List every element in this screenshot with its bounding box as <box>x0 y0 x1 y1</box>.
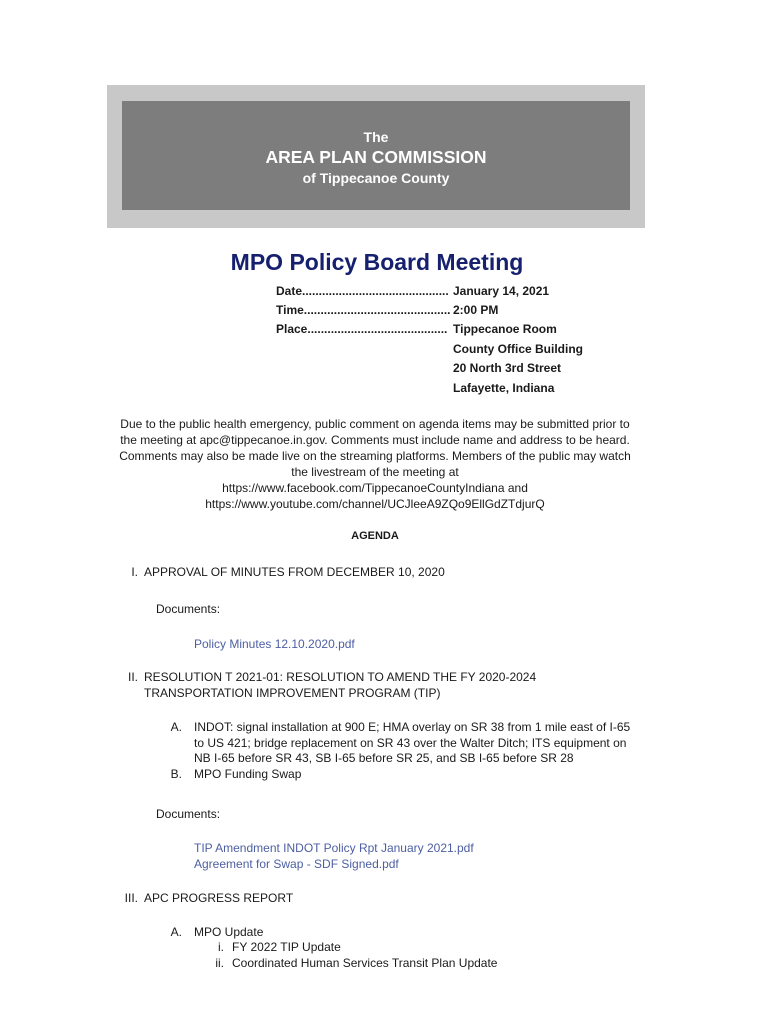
item-title: RESOLUTION T 2021-01: RESOLUTION TO AMEND THE FY 2020-2024 <box>144 670 537 684</box>
detail-value: Lafayette, Indiana <box>453 381 555 395</box>
notice-line: the meeting at apc@tippecanoe.in.gov. Comments must include name and address to be heard. <box>120 433 630 447</box>
subitem-letter: A. <box>170 925 182 939</box>
detail-label: Time............................................ <box>276 303 451 317</box>
agenda-heading: AGENDA <box>351 530 399 542</box>
item-title: TRANSPORTATION IMPROVEMENT PROGRAM (TIP) <box>144 686 441 700</box>
subitem-text: MPO Funding Swap <box>194 767 302 781</box>
banner-the: The <box>363 129 389 145</box>
banner-title: AREA PLAN COMMISSION <box>265 147 487 167</box>
item-numeral: III. <box>124 891 138 905</box>
detail-value: 20 North 3rd Street <box>453 361 562 375</box>
document-link[interactable]: Agreement for Swap - SDF Signed.pdf <box>194 857 399 871</box>
notice-line: the livestream of the meeting at <box>291 465 459 479</box>
detail-value: Tippecanoe Room <box>453 322 557 336</box>
banner-subtitle: of Tippecanoe County <box>302 170 450 186</box>
notice-line: Comments may also be made live on the streaming platforms. Members of the public may watch <box>119 449 631 463</box>
subsubitem-numeral: ii. <box>215 956 224 970</box>
header-banner <box>107 85 645 228</box>
detail-value: January 14, 2021 <box>453 284 550 298</box>
documents-label: Documents: <box>156 602 221 616</box>
detail-value: County Office Building <box>453 342 583 356</box>
detail-label: Date............................................ <box>276 284 449 298</box>
document-link[interactable]: Policy Minutes 12.10.2020.pdf <box>194 637 355 651</box>
public-comment-notice <box>104 416 646 512</box>
subsubitem-text: FY 2022 TIP Update <box>232 940 341 954</box>
document-link[interactable]: TIP Amendment INDOT Policy Rpt January 2021.pdf <box>194 841 474 855</box>
facebook-link[interactable]: https://www.facebook.com/TippecanoeCountyIndiana and <box>222 481 528 495</box>
subitem-text: to US 421; bridge replacement on SR 43 over the Walter Ditch; ITS equipment on <box>194 736 627 750</box>
subitem-letter: A. <box>170 720 182 734</box>
notice-line: Due to the public health emergency, public comment on agenda items may be submitted prior to <box>120 417 630 431</box>
subitem-letter: B. <box>170 767 182 781</box>
item-title: APPROVAL OF MINUTES FROM DECEMBER 10, 2020 <box>144 565 445 579</box>
meeting-title: MPO Policy Board Meeting <box>230 249 524 275</box>
detail-label: Place.......................................... <box>276 322 448 336</box>
item-numeral: II. <box>127 670 138 684</box>
subitem-text: MPO Update <box>194 925 264 939</box>
detail-value: 2:00 PM <box>453 303 499 317</box>
documents-label: Documents: <box>156 807 221 821</box>
subitem-text: NB I-65 before SR 43, SB I-65 before SR 25, and SB I-65 before SR 28 <box>194 751 574 765</box>
subitem-text: INDOT: signal installation at 900 E; HMA overlay on SR 38 from 1 mile east of I-65 <box>194 720 631 734</box>
item-title: APC PROGRESS REPORT <box>144 891 294 905</box>
youtube-link[interactable]: https://www.youtube.com/channel/UCJleeA9ZQo9EllGdZTdjurQ <box>205 497 545 511</box>
item-numeral: I. <box>131 565 138 579</box>
subsubitem-text: Coordinated Human Services Transit Plan Update <box>232 956 498 970</box>
header-banner-inner <box>122 101 630 210</box>
subsubitem-numeral: i. <box>218 940 224 954</box>
